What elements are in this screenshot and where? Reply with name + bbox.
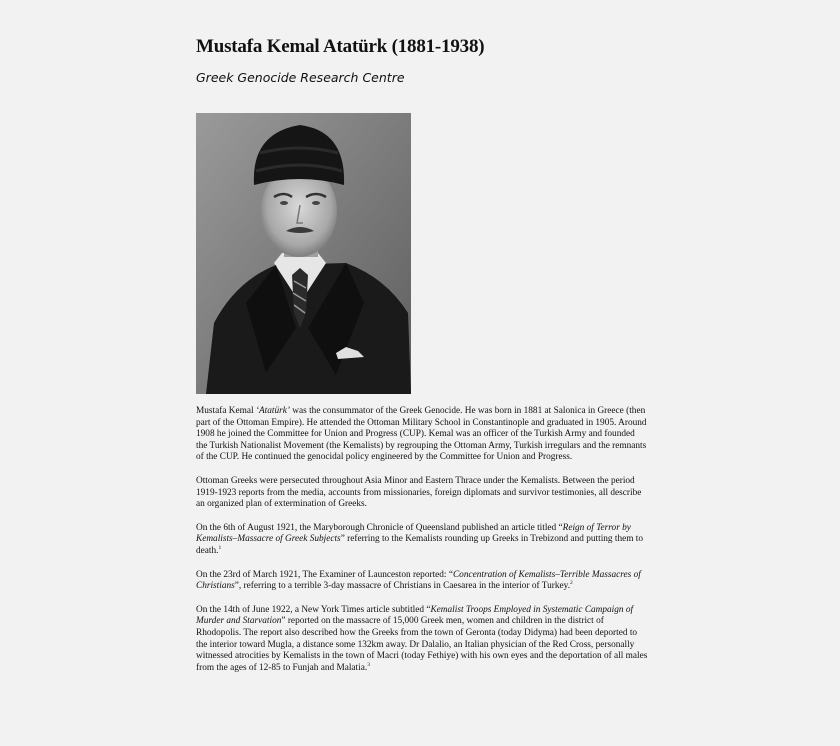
footnote-ref: 2 (570, 580, 573, 587)
document-body (196, 406, 648, 686)
text-run: On the 23rd of March 1921, The Examiner of Launceston reported: “ (196, 569, 453, 580)
document-author: Greek Genocide Research Centre (196, 70, 405, 85)
paragraph-4 (196, 570, 648, 593)
text-run-italic: Kemalist Troops Employed in Systematic Campaign of Murder and Starvation (196, 604, 634, 627)
text-run-italic: Concentration of Kemalists–Terrible Massacres of Christians (196, 569, 641, 592)
text-run: On the 14th of June 1922, a New York Times article subtitled “ (196, 604, 431, 615)
text-run: ”, referring to a terrible 3-day massacre of Christians in Caesarea in the interior of Turkey. (234, 581, 571, 592)
paragraph-5 (196, 605, 648, 675)
text-run: ” reported on the massacre of 15,000 Greek men, women and children in the district of Rhodopolis. The report also described how the Greeks from the town of Geronta (today Didyma) had been deported to the interior toward Mugla, a distance some 132km away. Dr Dalalio, an Italian physician of the Red Cross, personally witnessed atrocities by Kemalists in the town of Macri (today Fethiye) with his own eyes and the deportation of all males from the ages of 12-85 to Funjah and Malatia. (196, 616, 648, 673)
text-run-italic: ‘Atatürk’ (255, 406, 290, 416)
text-run: was the consummator of the Greek Genocide. He was born in 1881 at Salonica in Greece (then part of the Ottoman Empire). He attended the Ottoman Military School in Constantinople and graduated in 1905. Around 1908 he joined the Committee for Union and Progress (CUP). Kemal was an officer of the Turkish Army and founded the Turkish Nationalist Movement (the Kemalists) by regrouping the Ottoman Army, Turkish irregulars and the remnants of the CUP. He continued the genocidal policy engineered by the Committee for Union and Progress. (196, 406, 647, 463)
footnote-ref: 3 (367, 661, 370, 668)
portrait-photo (196, 113, 411, 394)
paragraph-2 (196, 476, 648, 511)
text-run: Ottoman Greeks were persecuted throughout Asia Minor and Eastern Thrace under the Kemalists. Between the period 1919-1923 reports from the media, accounts from missionaries, foreign diplomats and survivor testimonies, all describe an organized plan of extermination of Greeks. (196, 475, 642, 510)
paragraph-3 (196, 523, 648, 558)
portrait-illustration (196, 113, 411, 394)
document-title: Mustafa Kemal Atatürk (1881-1938) (196, 36, 485, 57)
paragraph-1 (196, 406, 648, 464)
text-run-italic: Reign of Terror by Kemalists–Massacre of Greek Subjects (196, 522, 631, 545)
text-run: Mustafa Kemal (196, 406, 256, 416)
footnote-ref: 1 (218, 544, 222, 551)
text-run: On the 6th of August 1921, the Maryborough Chronicle of Queensland published an article titled “ (196, 522, 563, 533)
text-run: ” referring to the Kemalists rounding up Greeks in Trebizond and putting them to death. (196, 534, 644, 556)
